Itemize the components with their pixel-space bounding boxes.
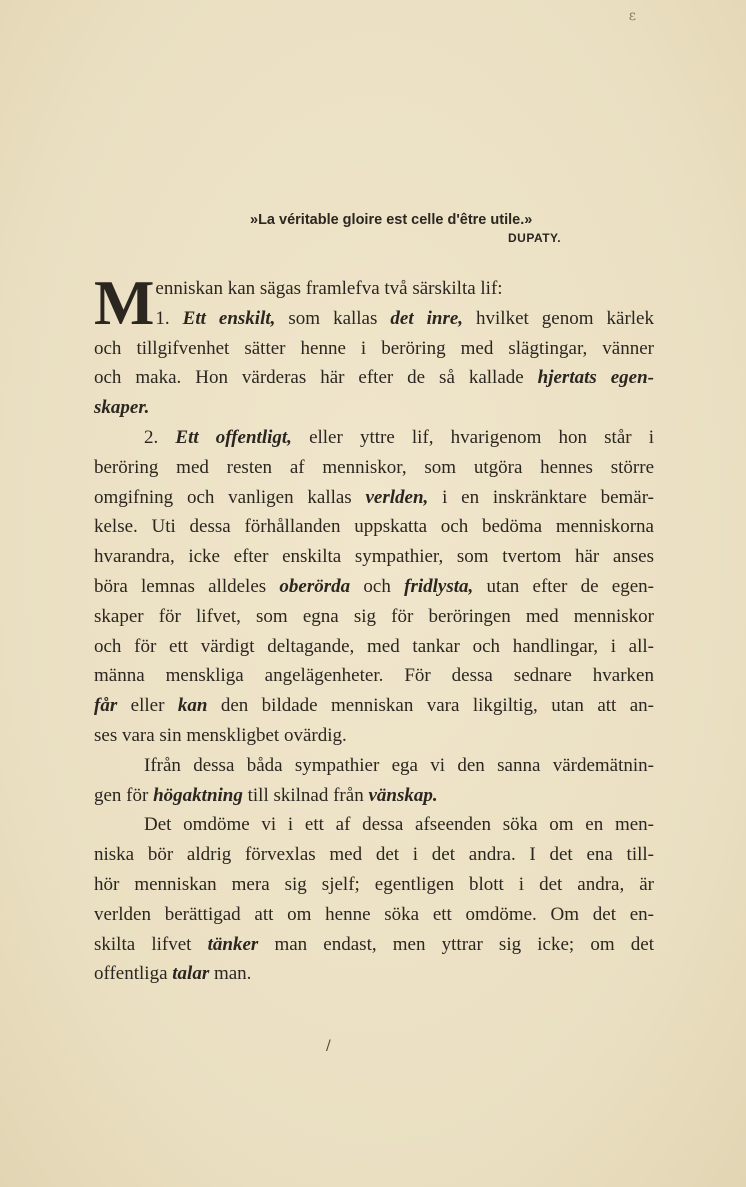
text-run: 2. [144, 426, 176, 448]
text-line [94, 304, 654, 334]
text-run: gen för [94, 784, 154, 806]
emphasis-text: talar [172, 963, 210, 985]
text-run: den bildade menniskan vara likgiltig, utan att an- [207, 695, 654, 717]
text-line [94, 691, 654, 721]
text-run: eller yttre lif, hvarigenom hon står i [291, 426, 655, 448]
emphasis-text: kan [177, 695, 208, 717]
text-run: man. [209, 963, 252, 985]
text-line: och för ett värdigt deltagande, med tankar och handlingar, i all- [94, 635, 654, 657]
text-line: niska bör aldrig förvexlas med det i det andra. I det ena till- [94, 844, 654, 866]
text-run: 1. [155, 307, 183, 329]
epigraph [250, 212, 670, 245]
text-line [94, 423, 654, 453]
text-line [94, 930, 654, 960]
text-line: kelse. Uti dessa förhållanden uppskatta och bedöma menniskorna [94, 516, 654, 538]
emphasis-text: Ett offentligt, [175, 426, 292, 448]
text-line [94, 572, 654, 602]
text-run: man endast, men yttrar sig icke; om det [258, 933, 655, 955]
body-text [94, 267, 655, 989]
text-run: eller [117, 695, 178, 717]
emphasis-text: det inre, [390, 307, 464, 329]
emphasis-text: högaktning [153, 784, 243, 806]
page-number: / [326, 1038, 331, 1054]
text-line: Det omdöme vi i ett af dessa afseenden söka om en men- [144, 814, 654, 836]
emphasis-text: fridlysta, [404, 575, 474, 597]
text-run: som kallas [275, 307, 391, 329]
drop-cap: M [94, 267, 155, 338]
text-run: omgifning och vanligen kallas [94, 486, 366, 508]
text-run: till skilnad från [242, 784, 369, 806]
text-line: verlden berättigad att om henne söka ett omdöme. Om det en- [94, 903, 654, 925]
text-line: hvarandra, icke efter enskilta sympathier, som tvertom här anses [94, 546, 654, 568]
text-line [94, 393, 654, 423]
emphasis-text: tänker [207, 933, 259, 955]
text-run: böra lemnas alldeles [94, 575, 280, 597]
text-line: beröring med resten af menniskor, som utgöra hennes större [94, 456, 654, 478]
text-run: hvilket genom kärlek [463, 307, 654, 329]
text-line [94, 781, 654, 811]
emphasis-text: verlden, [365, 486, 429, 508]
emphasis-text: skaper. [94, 397, 150, 419]
text-line: skaper för lifvet, som egna sig för beröringen med menniskor [94, 605, 654, 627]
text-line [94, 483, 654, 513]
text-line [94, 959, 654, 989]
text-line [94, 363, 654, 393]
epigraph-author: DUPATY. [508, 231, 562, 245]
text-line: enniskan kan sägas framlefva två särskilta lif: [155, 278, 503, 299]
corner-mark: ε [628, 8, 636, 24]
emphasis-text: vänskap. [368, 784, 438, 806]
text-line: hör menniskan mera sig sjelf; egentligen blott i det andra, är [94, 873, 654, 895]
text-line: Ifrån dessa båda sympathier ega vi den sanna värdemätnin- [144, 754, 654, 776]
text-line: och tillgifvenhet sätter henne i beröring med slägtingar, vänner [94, 337, 654, 359]
text-run: och maka. Hon värderas här efter de så kallade [94, 367, 538, 389]
text-line: ses vara sin menskligbet ovärdig. [94, 724, 347, 746]
text-run: och [350, 575, 405, 597]
text-run: utan efter de egen- [473, 575, 655, 597]
text-line: männa menskliga angelägenheter. För dessa sednare hvarken [94, 665, 654, 687]
text-run: offentliga [94, 963, 173, 985]
text-run: skilta lifvet [94, 933, 208, 955]
emphasis-text: Ett enskilt, [182, 307, 276, 329]
epigraph-quote: »La véritable gloire est celle d'être utile.» [250, 212, 533, 228]
text-run: i en inskränktare bemär- [428, 486, 654, 508]
emphasis-text: hjertats egen- [537, 367, 654, 389]
emphasis-text: får [94, 695, 118, 717]
emphasis-text: oberörda [279, 575, 351, 597]
